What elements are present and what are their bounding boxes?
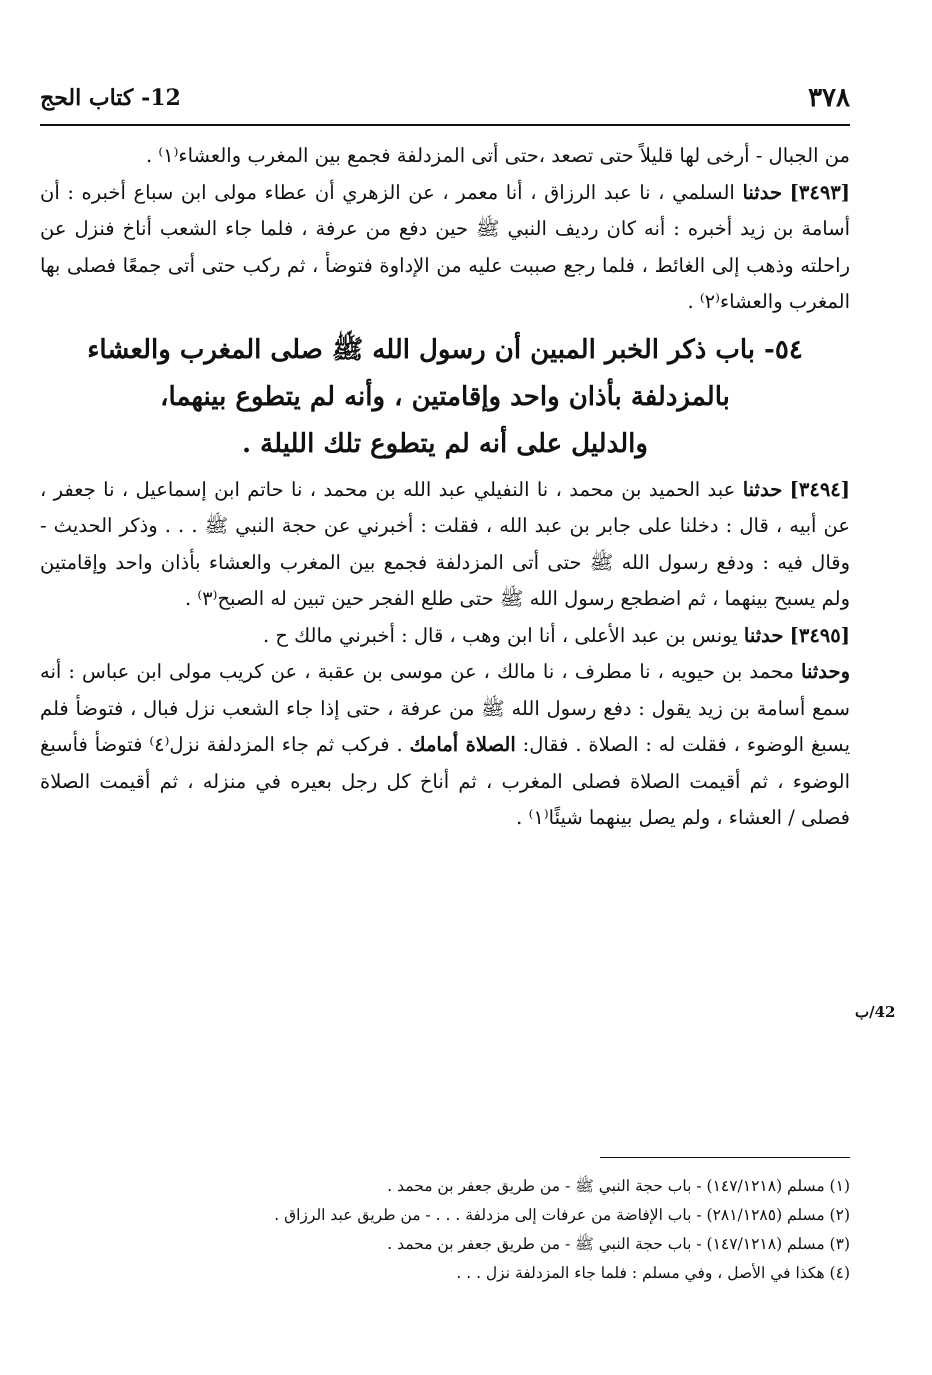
page-number: ٣٧٨ bbox=[808, 83, 850, 113]
hadith-text: السلمي ، نا عبد الرزاق ، أنا معمر ، عن الزهري أن عطاء مولى ابن سباع أخبره : أن أسامة بن زيد أخبره : أنه كان رديف النبي ﷺ حين دفع من عرفة ، فلما جاء الشعب أناخ فنزل عن راحلته وذهب إلى الغائط ، فلما رجع صببت عليه من الإداوة فتوضأ ، ثم ركب حتى أتى جمعًا فصلى بها المغرب والعشاء⁽٢⁾ . bbox=[40, 180, 850, 313]
page-header bbox=[40, 78, 850, 118]
hadith-3495 bbox=[40, 618, 850, 655]
bold-phrase: الصلاة أمامك bbox=[409, 733, 516, 756]
hadith-number: [٣٤٩٤] bbox=[789, 477, 851, 501]
footnote-2: (٢) مسلم (٢٨١/١٢٨٥) - باب الإفاضة من عرفات إلى مزدلفة . . . - من طريق عبد الرزاق . bbox=[274, 1206, 850, 1224]
paragraph-continuation: من الجبال - أرخى لها قليلاً حتى تصعد ،حتى أتى المزدلفة فجمع بين المغرب والعشاء⁽١⁾ . bbox=[145, 144, 850, 167]
hadith-3493 bbox=[40, 175, 850, 321]
narration-keyword: وحدثنا bbox=[801, 660, 851, 683]
hadith-number: [٣٤٩٥] bbox=[789, 623, 850, 647]
chapter-heading bbox=[40, 327, 850, 468]
hadith-text: يونس بن عبد الأعلى ، أنا ابن وهب ، قال : أخبرني مالك ح . bbox=[262, 623, 738, 647]
hadith-text: عبد الحميد بن محمد ، نا النفيلي عبد الله بن محمد ، نا حاتم ابن إسماعيل ، نا جعفر ، عن أبيه ، قال : دخلنا على جابر بن عبد الله ، فقلت : أخبرني عن حجة النبي ﷺ . . . وذكر الحديث - وقال فيه : ودفع رسول الله ﷺ حتى أتى المزدلفة فجمع بين المغرب والعشاء بأذان واحد وإقامتين ولم يسبح بينهما ، ثم اضطجع رسول الله ﷺ حتى طلع الفجر حين تبين له الصبح⁽٣⁾ . bbox=[40, 477, 850, 610]
footnote-3: (٣) مسلم (١٤٧/١٢١٨) - باب حجة النبي ﷺ - من طريق جعفر بن محمد . bbox=[387, 1235, 850, 1253]
book-page bbox=[40, 60, 850, 1340]
footnote-4: (٤) هكذا في الأصل ، وفي مسلم : فلما جاء المزدلفة نزل . . . bbox=[456, 1264, 850, 1282]
main-text bbox=[40, 138, 850, 837]
hadith-3494 bbox=[40, 472, 850, 618]
hadith-text: محمد بن حيويه ، نا مطرف ، نا مالك ، عن موسى بن عقبة ، عن كريب مولى ابن عباس : أنه سمع أسامة بن زيد يقول : دفع رسول الله ﷺ من عرفة ، حتى إذا جاء الشعب نزل فبال ، فتوضأ فلم يسبغ الوضوء ، فقلت له : الصلاة . فقال: bbox=[40, 660, 850, 756]
narration-keyword: حدثنا bbox=[743, 623, 784, 647]
hadith-text: . فركب ثم جاء المزدلفة نزل⁽٤⁾ فتوضأ فأسبغ الوضوء ، ثم أقيمت الصلاة فصلى المغرب ، ثم أناخ كل رجل بعيره في منزله ، ثم أقيمت الصلاة فصلى / العشاء ، ولم يصل بينهما شيئًا⁽١⁾ . bbox=[40, 733, 850, 829]
running-title: 12- كتاب الحج bbox=[40, 85, 181, 111]
header-rule bbox=[40, 124, 850, 126]
narration-keyword: حدثنا bbox=[742, 477, 783, 501]
footnote-rule bbox=[600, 1157, 850, 1158]
manuscript-folio-marker: 42/ب bbox=[855, 1003, 896, 1021]
footnotes bbox=[40, 1172, 850, 1288]
chapter-heading-line: ٥٤- باب ذكر الخبر المبين أن رسول الله ﷺ صلى المغرب والعشاء bbox=[87, 334, 803, 365]
chapter-heading-line: والدليل على أنه لم يتطوع تلك الليلة . bbox=[242, 428, 648, 459]
chapter-heading-line: بالمزدلفة بأذان واحد وإقامتين ، وأنه لم يتطوع بينهما، bbox=[160, 381, 730, 412]
hadith-3495-second-chain bbox=[40, 654, 850, 837]
footnote-1: (١) مسلم (١٤٧/١٢١٨) - باب حجة النبي ﷺ - من طريق جعفر بن محمد . bbox=[387, 1177, 850, 1195]
narration-keyword: حدثنا bbox=[742, 180, 783, 204]
hadith-number: [٣٤٩٣] bbox=[789, 180, 851, 204]
